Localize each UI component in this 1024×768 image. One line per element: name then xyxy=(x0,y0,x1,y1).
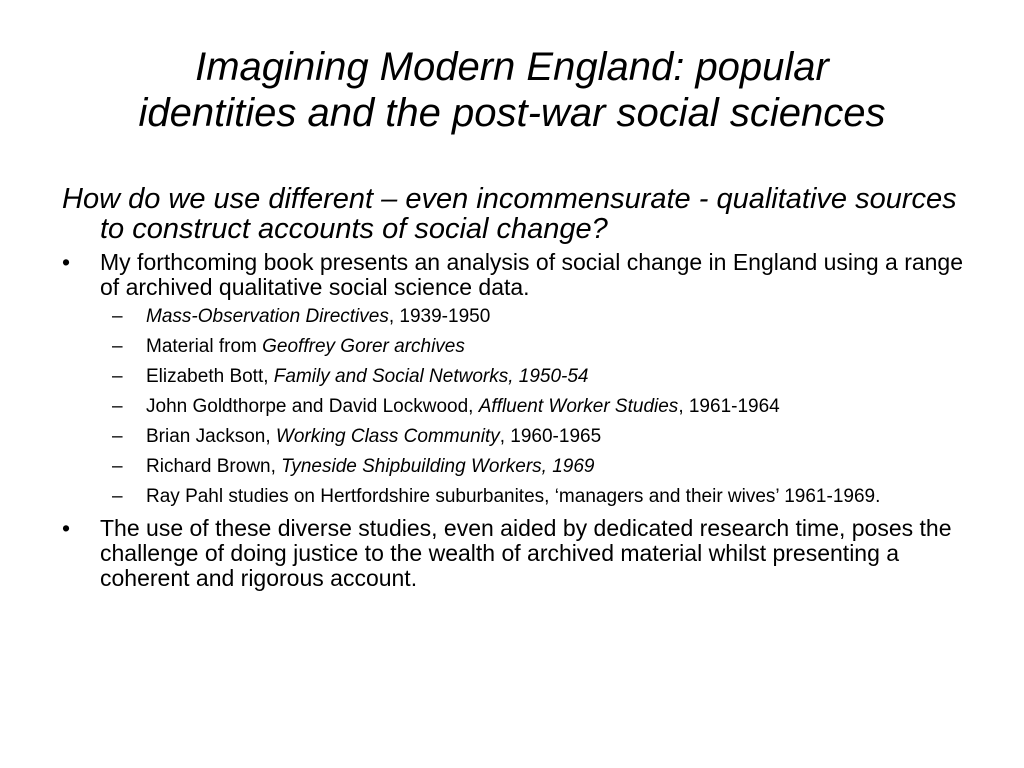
source-item-brown xyxy=(62,456,972,478)
source-text-plain: Ray Pahl studies on Hertfordshire suburbanites, ‘managers and their wives’ 1961-1969. xyxy=(146,486,881,507)
bullet-challenge xyxy=(62,516,972,591)
lead-question: How do we use different – even incommensurate - qualitative sources to construct accounts of social change? xyxy=(62,183,957,245)
slide-title-line-2: identities and the post-war social sciences xyxy=(138,91,886,135)
dash-marker: – xyxy=(112,336,123,357)
source-text-plain: Elizabeth Bott, xyxy=(146,366,274,387)
dash-marker: – xyxy=(112,396,123,417)
source-item-mass-observation xyxy=(62,306,972,328)
source-text-plain: Brian Jackson, xyxy=(146,426,276,447)
source-title: Tyneside Shipbuilding Workers, 1969 xyxy=(281,456,595,477)
dash-marker: – xyxy=(112,366,123,387)
source-text-suffix: , 1961-1964 xyxy=(678,396,780,417)
source-item-pahl xyxy=(62,486,972,508)
source-item-jackson xyxy=(62,426,972,448)
source-item-goldthorpe-lockwood xyxy=(62,396,972,418)
source-title: Affluent Worker Studies xyxy=(478,396,679,417)
source-title: Mass-Observation Directives xyxy=(146,306,389,327)
bullet-text: My forthcoming book presents an analysis of social change in England using a range of archived qualitative social science data. xyxy=(100,249,964,300)
bullet-text: The use of these diverse studies, even aided by dedicated research time, poses the challenge of doing justice to the wealth of archived material whilst presenting a coherent and rigorous account. xyxy=(100,515,952,591)
dash-marker: – xyxy=(112,426,123,447)
source-text-suffix: , 1960-1965 xyxy=(499,426,602,447)
dash-marker: – xyxy=(112,456,123,477)
source-text-suffix: , 1939-1950 xyxy=(388,306,491,327)
source-text-plain: John Goldthorpe and David Lockwood, xyxy=(146,396,479,417)
source-item-bott xyxy=(62,366,972,388)
bullet-marker: • xyxy=(62,515,71,541)
source-title: Working Class Community xyxy=(275,426,500,447)
bullet-book xyxy=(62,250,972,300)
source-item-gorer xyxy=(62,336,972,358)
source-title: Geoffrey Gorer archives xyxy=(262,336,465,357)
source-text-plain: Richard Brown, xyxy=(146,456,282,477)
slide-title xyxy=(40,44,984,136)
dash-marker: – xyxy=(112,306,123,327)
bullet-marker: • xyxy=(62,249,71,275)
slide-body xyxy=(62,184,972,595)
slide-title-line-1: Imagining Modern England: popular xyxy=(195,45,829,89)
dash-marker: – xyxy=(112,486,123,507)
source-title: Family and Social Networks, 1950-54 xyxy=(273,366,589,387)
source-list xyxy=(62,306,972,508)
source-text-plain: Material from xyxy=(146,336,263,357)
